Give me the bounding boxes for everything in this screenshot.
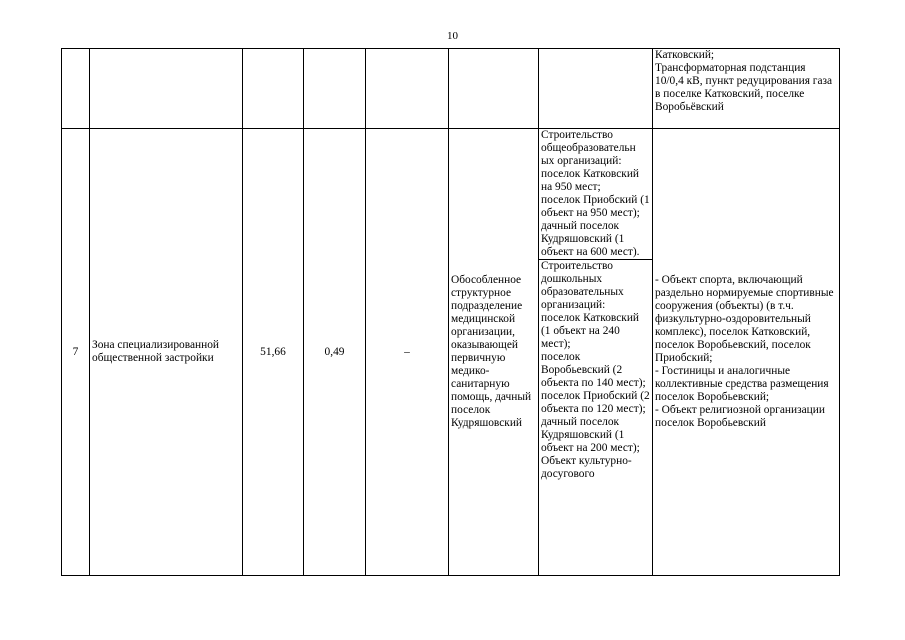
value1-cell	[243, 129, 304, 576]
table-cell	[449, 49, 539, 129]
zone-value-2: 0,49	[324, 345, 345, 358]
row-number: 7	[72, 345, 79, 358]
medical-org-text: Обособленное структурное подразделение медицинской организации, оказывающей первичную медико-санитарную помощь, дачный поселок Кудряшовский	[451, 274, 532, 429]
table-row	[62, 49, 840, 129]
page-number: 10	[447, 30, 458, 42]
construction-cell	[539, 129, 653, 576]
table-row	[62, 129, 840, 576]
table-cell	[653, 49, 840, 129]
value3-cell	[366, 129, 449, 576]
table-cell	[304, 49, 366, 129]
zone-value-3: –	[404, 345, 410, 358]
table-cell	[366, 49, 449, 129]
row-number-cell	[62, 129, 90, 576]
zone-name: Зона специализированной общественной застройки	[92, 339, 219, 364]
table-cell	[539, 49, 653, 129]
preschools-text: Строительство дошкольных образовательных организаций: поселок Катковский (1 объект на 240 мест); поселок Воробьевский (2 объекта по 140 мест); поселок Приобский (2 объекта по 120 мест); дачный поселок Кудряшовский (1 объект на 200 мест); Объект культурно-досугового	[541, 260, 650, 480]
objects-cell	[653, 129, 840, 576]
value2-cell	[304, 129, 366, 576]
continuation-objects-text: Катковский; Трансформаторная подстанция 10/0,4 кВ, пункт редуцирования газа в поселке Катковский, поселке Воробьёвский	[655, 49, 833, 113]
zone-name-cell	[90, 129, 243, 576]
schools-text: Строительство общеобразовательн ых организаций: поселок Катковский на 950 мест; поселок Приобский (1 объект на 950 мест); дачный поселок Кудряшовский (1 объект на 600 мест).	[541, 129, 650, 258]
objects-text: - Объект спорта, включающий раздельно нормируемые спортивные сооружения (объекты) (в т.ч. физкультурно-оздоровительный комплекс), поселок Катковский, поселок Воробьевский, поселок Приобский; - Гостиницы и аналогичные коллективные средства размещения поселок Воробьевский; - Объект религиозной организации поселок Воробьевский	[655, 274, 834, 429]
table-cell	[62, 49, 90, 129]
table-cell	[243, 49, 304, 129]
table-cell	[90, 49, 243, 129]
zones-table	[61, 48, 840, 576]
medical-org-cell	[449, 129, 539, 576]
zone-value-1: 51,66	[260, 345, 286, 358]
